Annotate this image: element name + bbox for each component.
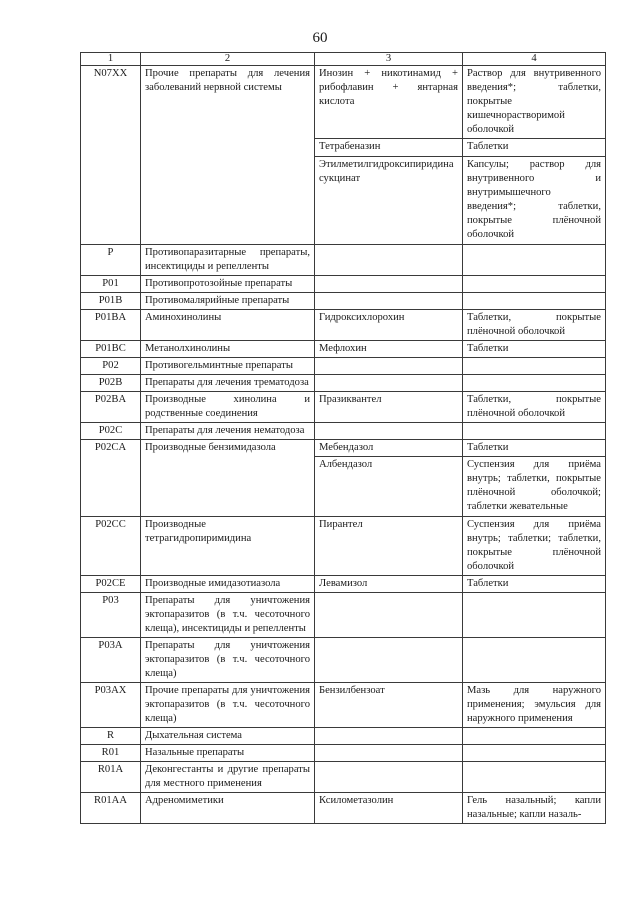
dosage-form xyxy=(463,745,605,747)
drug-name xyxy=(315,745,462,747)
dosage-form-cell xyxy=(463,293,606,310)
drug-name: Пирантел xyxy=(319,519,363,530)
column-number-4: 4 xyxy=(463,53,606,66)
table-row xyxy=(81,440,606,517)
atc-code-cell: R01A xyxy=(81,762,141,793)
drug-name-cell xyxy=(315,745,463,762)
drug-name: Бензилбензоат xyxy=(319,685,385,696)
dosage-form xyxy=(463,375,605,377)
dosage-form-cell xyxy=(463,245,606,276)
table-row xyxy=(81,683,606,728)
table-body xyxy=(81,66,606,824)
dosage-form-cell xyxy=(463,66,606,245)
group-name-cell: Противогельминтные препараты xyxy=(141,358,315,375)
atc-code-cell: R xyxy=(81,728,141,745)
drug-name: Этилметилгидроксипиридина сукцинат xyxy=(315,156,462,244)
drug-name xyxy=(315,358,462,360)
dosage-form-cell xyxy=(463,276,606,293)
group-name-cell: Производные имидазотиазола xyxy=(141,576,315,593)
column-number-1: 1 xyxy=(81,53,141,66)
drug-name-cell xyxy=(315,683,463,728)
dosage-form-cell xyxy=(463,683,606,728)
atc-code-cell: P02B xyxy=(81,375,141,392)
table-row xyxy=(81,66,606,245)
dosage-form-cell xyxy=(463,638,606,683)
dosage-form-cell xyxy=(463,392,606,423)
drug-name-cell xyxy=(315,358,463,375)
group-name-cell: Противомалярийные препараты xyxy=(141,293,315,310)
dosage-form: Таблетки xyxy=(467,343,509,354)
atc-code-cell: P01B xyxy=(81,293,141,310)
dosage-form xyxy=(463,593,605,595)
table-row xyxy=(81,358,606,375)
dosage-form: Таблетки xyxy=(463,138,605,156)
table-row xyxy=(81,762,606,793)
drug-name xyxy=(315,638,462,640)
dosage-form-cell xyxy=(463,358,606,375)
dosage-form: Таблетки, покрытые плёночной оболочкой xyxy=(467,312,601,337)
table-row xyxy=(81,276,606,293)
dosage-form-cell xyxy=(463,310,606,341)
group-name-cell: Аминохинолины xyxy=(141,310,315,341)
group-name-cell: Препараты для уничтожения эктопаразитов (в т.ч. чесоточного клеща) xyxy=(141,638,315,683)
atc-code-cell: P03A xyxy=(81,638,141,683)
table-row xyxy=(81,245,606,276)
dosage-form-cell xyxy=(463,793,606,824)
dosage-form xyxy=(463,276,605,278)
drug-name-cell xyxy=(315,576,463,593)
drug-name: Празиквантел xyxy=(319,394,382,405)
drug-name-cell xyxy=(315,793,463,824)
drug-name: Ксилометазолин xyxy=(319,795,394,806)
drug-name-cell xyxy=(315,66,463,245)
table-row xyxy=(81,517,606,576)
atc-code-cell: P03AX xyxy=(81,683,141,728)
page-number: 60 xyxy=(312,30,328,46)
table-row xyxy=(81,576,606,593)
dosage-form xyxy=(463,358,605,360)
dosage-form: Гель назальный; капли назальные; капли назаль- xyxy=(467,795,601,820)
atc-code-cell: P01BA xyxy=(81,310,141,341)
dosage-form xyxy=(463,245,605,247)
dosage-form-cell xyxy=(463,375,606,392)
drug-name: Мефлохин xyxy=(319,343,367,354)
atc-code-cell: N07XX xyxy=(81,66,141,245)
atc-code-cell: P01 xyxy=(81,276,141,293)
drug-name-cell xyxy=(315,440,463,517)
drug-name-cell xyxy=(315,293,463,310)
drug-name xyxy=(315,762,462,764)
table-row xyxy=(81,341,606,358)
column-number-3: 3 xyxy=(315,53,463,66)
dosage-form xyxy=(463,638,605,640)
group-name-cell: Метанолхинолины xyxy=(141,341,315,358)
drug-name-cell xyxy=(315,638,463,683)
drug-name: Мебендазол xyxy=(319,442,374,453)
drug-name-cell xyxy=(315,392,463,423)
dosage-form-cell xyxy=(463,593,606,638)
dosage-form: Капсулы; раствор для внутривенного и внутримышечного введения*; таблетки, покрытые плёночной оболочкой xyxy=(463,156,605,244)
drug-name-cell xyxy=(315,341,463,358)
table-row xyxy=(81,310,606,341)
dosage-form-cell xyxy=(463,745,606,762)
group-name-cell: Производные тетрагидропиримидина xyxy=(141,517,315,576)
dosage-form xyxy=(463,423,605,425)
dosage-form: Суспензия для приёма внутрь; таблетки, покрытые плёночной оболочкой; таблетки жевательные xyxy=(463,456,605,516)
dosage-form-cell xyxy=(463,341,606,358)
group-name-cell: Препараты для лечения нематодоза xyxy=(141,423,315,440)
drug-name-cell xyxy=(315,517,463,576)
group-name-cell: Назальные препараты xyxy=(141,745,315,762)
table-row xyxy=(81,423,606,440)
drug-name-cell xyxy=(315,423,463,440)
dosage-form: Раствор для внутривенного введения*; таблетки, покрытые кишечнорастворимой оболочкой xyxy=(467,68,601,135)
drug-name-cell xyxy=(315,375,463,392)
drug-name-cell xyxy=(315,276,463,293)
drug-name xyxy=(315,593,462,595)
atc-code-cell: P02CA xyxy=(81,440,141,517)
dosage-form-cell xyxy=(463,440,606,517)
table-row xyxy=(81,638,606,683)
dosage-form-cell xyxy=(463,762,606,793)
dosage-form-cell xyxy=(463,517,606,576)
dosage-form-cell xyxy=(463,576,606,593)
dosage-form: Суспензия для приёма внутрь; таблетки; таблетки, покрытые плёночной оболочкой xyxy=(467,519,601,572)
table-row xyxy=(81,375,606,392)
drug-list-table xyxy=(80,52,606,824)
dosage-form: Таблетки, покрытые плёночной оболочкой xyxy=(467,394,601,419)
atc-code-cell: P02 xyxy=(81,358,141,375)
group-name-cell: Противопротозойные препараты xyxy=(141,276,315,293)
table-row xyxy=(81,392,606,423)
drug-name: Инозин + никотинамид + рибофлавин + янтарная кислота xyxy=(319,68,458,107)
dosage-form: Таблетки xyxy=(467,442,509,453)
drug-name: Тетрабеназин xyxy=(315,138,462,156)
group-name-cell: Препараты для уничтожения эктопаразитов (в т.ч. чесоточного клеща), инсектициды и репелленты xyxy=(141,593,315,638)
atc-code-cell: P02BA xyxy=(81,392,141,423)
dosage-form-cell xyxy=(463,728,606,745)
table-header-row xyxy=(81,53,606,66)
table-row xyxy=(81,793,606,824)
atc-code-cell: P02C xyxy=(81,423,141,440)
drug-name xyxy=(315,293,462,295)
table-row xyxy=(81,293,606,310)
table-row xyxy=(81,593,606,638)
table-row xyxy=(81,728,606,745)
atc-code-cell: R01AA xyxy=(81,793,141,824)
drug-name xyxy=(315,423,462,425)
group-name-cell: Производные бензимидазола xyxy=(141,440,315,517)
group-name-cell: Производные хинолина и родственные соединения xyxy=(141,392,315,423)
dosage-form xyxy=(463,293,605,295)
drug-name-cell xyxy=(315,728,463,745)
atc-code-cell: R01 xyxy=(81,745,141,762)
dosage-form: Таблетки xyxy=(467,578,509,589)
atc-code-cell: P xyxy=(81,245,141,276)
group-name-cell: Противопаразитарные препараты, инсектициды и репелленты xyxy=(141,245,315,276)
drug-name xyxy=(315,728,462,730)
group-name-cell: Дыхательная система xyxy=(141,728,315,745)
drug-name-cell xyxy=(315,762,463,793)
group-name-cell: Препараты для лечения трематодоза xyxy=(141,375,315,392)
drug-name: Левамизол xyxy=(319,578,368,589)
drug-name xyxy=(315,276,462,278)
group-name-cell: Деконгестанты и другие препараты для местного применения xyxy=(141,762,315,793)
atc-code-cell: P01BC xyxy=(81,341,141,358)
atc-code-cell: P02CE xyxy=(81,576,141,593)
dosage-form-cell xyxy=(463,423,606,440)
drug-name-cell xyxy=(315,310,463,341)
table-row xyxy=(81,745,606,762)
drug-name-cell xyxy=(315,593,463,638)
drug-name xyxy=(315,245,462,247)
drug-name: Албендазол xyxy=(315,456,462,516)
dosage-form: Мазь для наружного применения; эмульсия для наружного применения xyxy=(467,685,601,724)
dosage-form xyxy=(463,762,605,764)
atc-code-cell: P02CC xyxy=(81,517,141,576)
dosage-form xyxy=(463,728,605,730)
group-name-cell: Адреномиметики xyxy=(141,793,315,824)
atc-code-cell: P03 xyxy=(81,593,141,638)
group-name-cell: Прочие препараты для лечения заболеваний нервной системы xyxy=(141,66,315,245)
drug-name: Гидроксихлорохин xyxy=(319,312,405,323)
column-number-2: 2 xyxy=(141,53,315,66)
drug-name xyxy=(315,375,462,377)
drug-name-cell xyxy=(315,245,463,276)
group-name-cell: Прочие препараты для уничтожения эктопаразитов (в т.ч. чесоточного клеща) xyxy=(141,683,315,728)
